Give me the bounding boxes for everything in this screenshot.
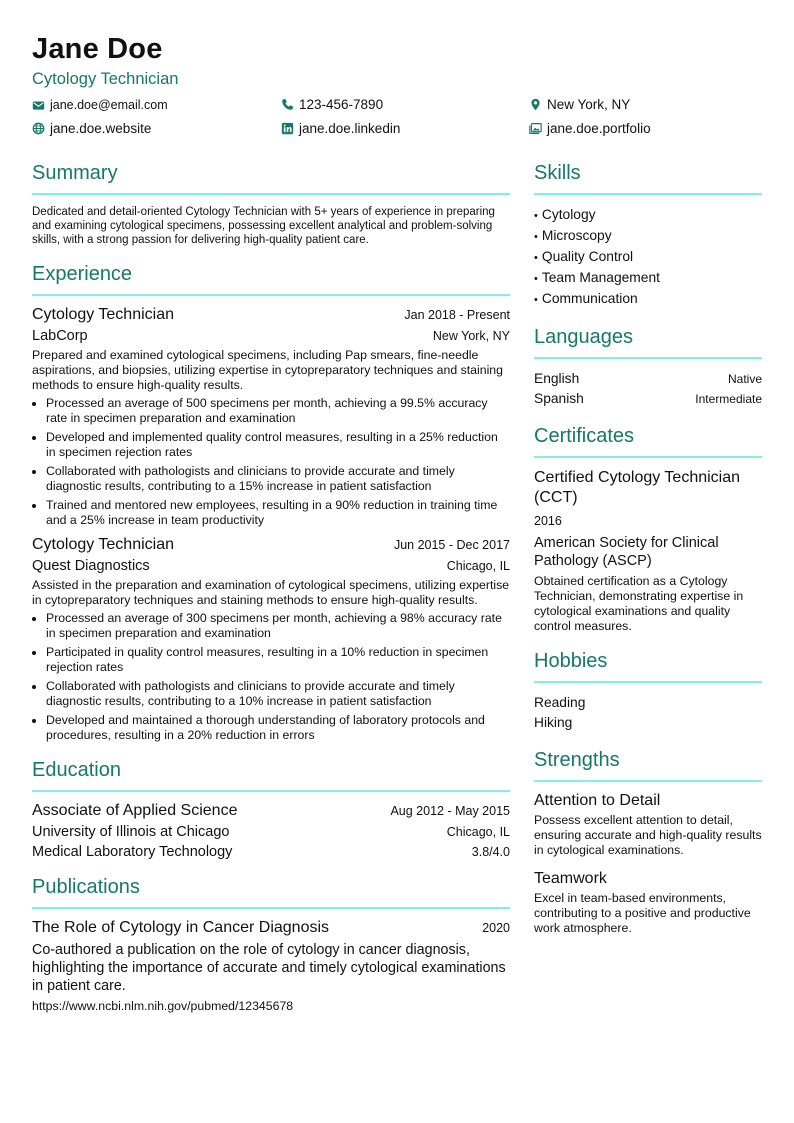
publication-description: Co-authored a publication on the role of cytology in cancer diagnosis, highlighting the importance of accurate and timely cytological examinations in patient care. [32,942,506,994]
language-item [534,369,762,389]
contact-portfolio[interactable] [529,121,651,136]
job-bullet: • Participated in quality control measures, resulting in a 10% reduction in specimen rejection rates [46,645,510,675]
linkedin-icon [281,122,294,135]
job-location: New York, NY [432,329,510,343]
location-pin-icon [529,98,542,111]
certificate-issuer: American Society for Clinical Pathology (ASCP) [534,535,719,569]
certificate-name: Certified Cytology Technician (CCT) [534,469,741,506]
section-divider [32,294,510,296]
job-bullets [32,396,510,528]
job-title: Cytology Technician [32,536,175,553]
language-name: English [534,371,580,386]
publication-link[interactable]: https://www.ncbi.nlm.nih.gov/pubmed/12345678 [32,999,294,1013]
job-bullet: • Developed and maintained a thorough understanding of laboratory protocols and procedures, resulting in a 20% reduction in errors [46,713,510,743]
education-degree: Associate of Applied Science [32,802,238,819]
phone-icon [281,98,294,111]
contact-location-text: New York, NY [547,97,631,112]
job-location: Chicago, IL [446,559,510,573]
strengths-heading: Strengths [534,749,620,771]
certificates-section [534,423,762,634]
language-level: Native [727,372,762,386]
summary-heading: Summary [32,162,118,184]
education-school: University of Illinois at Chicago [32,824,230,840]
contact-phone-text: 123-456-7890 [299,97,384,112]
contact-location [529,97,630,112]
job-bullet: • Trained and mentored new employees, resulting in a 90% reduction in training time and a 25% increase in team productivity [46,498,510,528]
envelope-icon [32,99,45,112]
job-title: Cytology Technician [32,306,175,323]
publications-section [32,874,510,1013]
education-location: Chicago, IL [446,825,510,839]
portfolio-icon [529,122,542,135]
contact-phone[interactable] [281,97,383,112]
job-bullet: • Processed an average of 500 specimens per month, achieving a 99.5% accuracy rate in specimen preparation and examination [46,396,510,426]
strengths-section [534,747,762,936]
hobbies-section [534,648,762,733]
strength-title: Attention to Detail [534,792,661,809]
candidate-title: Cytology Technician [32,70,179,88]
certificate-description: Obtained certification as a Cytology Technician, demonstrating expertise in cytological examinations and quality control measures. [534,574,744,633]
section-divider [534,681,762,683]
publications-heading: Publications [32,876,140,898]
right-column [534,160,762,950]
hobby-item: Hiking [534,715,573,730]
contact-website[interactable] [32,121,151,136]
job-bullet: • Collaborated with pathologists and clinicians to provide accurate and timely diagnostic results, contributing to a 15% increase in patient satisfaction [46,464,510,494]
skill-item: • Microscopy [534,228,612,243]
education-field: Medical Laboratory Technology [32,844,233,860]
education-heading: Education [32,759,121,781]
job-bullet: • Developed and implemented quality control measures, resulting in a 25% reduction in specimen rejection rates [46,430,510,460]
contact-linkedin[interactable] [281,121,400,136]
summary-section [32,160,510,247]
job-company: Quest Diagnostics [32,558,150,574]
section-divider [534,456,762,458]
education-gpa: 3.8/4.0 [471,845,510,859]
hobbies-heading: Hobbies [534,650,608,672]
job-dates: Jan 2018 - Present [404,308,510,322]
skills-section [534,160,762,310]
globe-icon [32,122,45,135]
strength-title: Teamwork [534,870,607,887]
skill-item: • Communication [534,291,638,306]
job-dates: Jun 2015 - Dec 2017 [393,538,510,552]
job-company: LabCorp [32,328,88,344]
education-dates: Aug 2012 - May 2015 [390,804,510,818]
job-bullet: • Processed an average of 300 specimens per month, achieving a 98% accuracy rate in specimen preparation and examination [46,611,510,641]
section-divider [534,780,762,782]
job-bullet: • Collaborated with pathologists and clinicians to provide accurate and timely diagnostic results, contributing to a 10% increase in patient satisfaction [46,679,510,709]
hobby-item: Reading [534,695,586,710]
strength-description: Possess excellent attention to detail, ensuring accurate and high-quality results in cytological examinations. [534,813,762,857]
language-level: Intermediate [695,392,762,406]
language-item [534,389,762,409]
contact-portfolio-text: jane.doe.portfolio [547,121,651,136]
section-divider [534,193,762,195]
job-description: Assisted in the preparation and examination of cytological specimens, utilizing expertise in cytopreparatory techniques and staining methods to ensure high-quality results. [32,578,510,607]
section-divider [534,357,762,359]
left-column [32,160,510,1027]
skill-item: • Cytology [534,207,596,222]
section-divider [32,907,510,909]
skill-item: • Quality Control [534,249,634,264]
experience-heading: Experience [32,263,133,285]
languages-section [534,324,762,409]
summary-text: Dedicated and detail-oriented Cytology Technician with 5+ years of experience in preparing and examining cytological specimens, possessing excellent analytical and problem-solving skills, with a strong passion for delivering high-quality patient care. [32,206,495,246]
contact-email[interactable] [32,98,168,112]
experience-section [32,261,510,743]
contact-website-text: jane.doe.website [50,121,152,136]
certificate-year: 2016 [534,514,562,528]
skill-item: • Team Management [534,270,660,285]
strength-description: Excel in team-based environments, contributing to a positive and productive work atmosphere. [534,891,751,935]
candidate-name: Jane Doe [32,33,163,65]
section-divider [32,790,510,792]
skills-heading: Skills [534,162,581,184]
education-section [32,757,510,860]
job-description: Prepared and examined cytological specimens, including Pap smears, fine-needle aspirations, and biopsies, utilizing expertise in cytopreparatory techniques and staining methods to ensure high-quality results. [32,348,503,392]
publication-title: The Role of Cytology in Cancer Diagnosis [32,919,330,936]
language-name: Spanish [534,391,584,406]
section-divider [32,193,510,195]
job-entry [32,536,510,743]
publication-year: 2020 [482,921,510,935]
contact-email-text: jane.doe@email.com [50,98,168,112]
contact-linkedin-text: jane.doe.linkedin [299,121,401,136]
languages-heading: Languages [534,326,633,348]
certificates-heading: Certificates [534,425,635,447]
job-bullets [32,611,510,743]
job-entry [32,306,510,528]
